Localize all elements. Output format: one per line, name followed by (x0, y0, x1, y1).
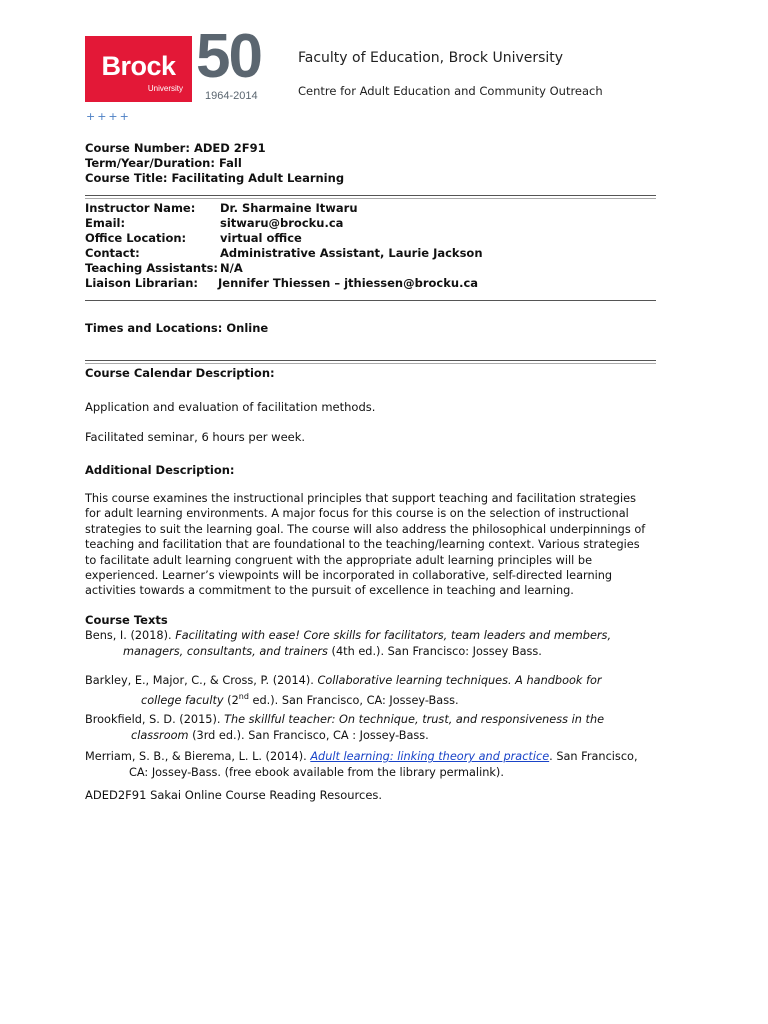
contact-label-email: Email: (85, 216, 126, 230)
reference-brookfield: Brookfield, S. D. (2015). The skillful teacher: On technique, trust, and responsiveness in the classroom (3rd ed.). San Francisco, CA : Jossey-Bass. (85, 713, 605, 742)
additional-heading: Additional Description: (85, 463, 235, 477)
calendar-heading: Course Calendar Description: (85, 366, 275, 380)
sakai-resources: ADED2F91 Sakai Online Course Reading Resources. (85, 788, 383, 802)
anniversary-years: 1964-2014 (205, 90, 258, 102)
contact-label-contact: Contact: (85, 246, 140, 260)
plus-marks: ++++ (86, 110, 131, 123)
reference-bens: Bens, I. (2018). Facilitating with ease! Core skills for facilitators, team leaders and members, managers, consultants, and trainers (4th ed.). San Francisco: Jossey Bass. (85, 629, 612, 658)
divider (85, 360, 656, 364)
paragraph-line: teaching and facilitation that are foundational to the teaching/learning context. Various strategies (85, 538, 640, 552)
divider (85, 300, 656, 301)
contact-label-librarian: Liaison Librarian: (85, 276, 199, 290)
contact-label-instructor: Instructor Name: (85, 201, 196, 215)
logo-word: Brock (101, 51, 176, 81)
faculty-title: Faculty of Education, Brock University (298, 50, 564, 66)
contact-label-office: Office Location: (85, 231, 187, 245)
reference-barkley: Barkley, E., Major, C., & Cross, P. (2014). Collaborative learning techniques. A handbook for college faculty (2nd ed.). San Francisco, CA: Jossey-Bass. (85, 674, 602, 707)
anniversary-mark: 50 (196, 22, 261, 91)
contact-value-email[interactable]: sitwaru@brocku.ca (220, 216, 344, 230)
texts-heading: Course Texts (85, 613, 168, 627)
paragraph-line: to facilitate adult learning congruent with the appropriate adult learning principles will be (85, 553, 593, 567)
paragraph-line: for adult learning environments. A major focus for this course is on the selection of instructional (85, 507, 629, 521)
paragraph-line: This course examines the instructional principles that support teaching and facilitation strategies (85, 492, 636, 505)
paragraph-line: strategies to suit the learning goal. The course will also address the philosophical underpinnings of (85, 522, 646, 536)
logo-subtitle: University (147, 84, 183, 93)
contact-value-office: virtual office (220, 231, 302, 245)
contact-value-librarian: Jennifer Thiessen – jthiessen@brocku.ca (218, 276, 479, 290)
divider (85, 195, 656, 199)
course-number: Course Number: ADED 2F91 (85, 141, 266, 155)
calendar-line-2: Facilitated seminar, 6 hours per week. (85, 430, 306, 444)
course-title: Course Title: Facilitating Adult Learning (85, 171, 345, 185)
centre-title: Centre for Adult Education and Community Outreach (298, 84, 603, 98)
contact-label-tas: Teaching Assistants: (85, 261, 219, 275)
ebook-link[interactable]: Adult learning: linking theory and practice (310, 750, 550, 763)
additional-paragraph (85, 491, 665, 599)
calendar-line-1: Application and evaluation of facilitation methods. (85, 400, 376, 414)
times-locations: Times and Locations: Online (85, 321, 269, 335)
contact-value-tas: N/A (220, 261, 243, 275)
brock-logo (85, 36, 192, 102)
reference-merriam: Merriam, S. B., & Bierema, L. L. (2014). Adult learning: linking theory and practice. San Francisco, CA: Jossey-Bass. (free ebook available from the library permalink). (85, 750, 638, 779)
contact-value-instructor: Dr. Sharmaine Itwaru (220, 201, 358, 215)
contact-value-contact: Administrative Assistant, Laurie Jackson (220, 246, 483, 260)
paragraph-line: experienced. Learner’s viewpoints will be incorporated in collaborative, self-directed learning (85, 569, 613, 583)
paragraph-line: activities towards a commitment to the pursuit of excellence in teaching and learning. (85, 584, 574, 598)
course-term: Term/Year/Duration: Fall (85, 156, 242, 170)
